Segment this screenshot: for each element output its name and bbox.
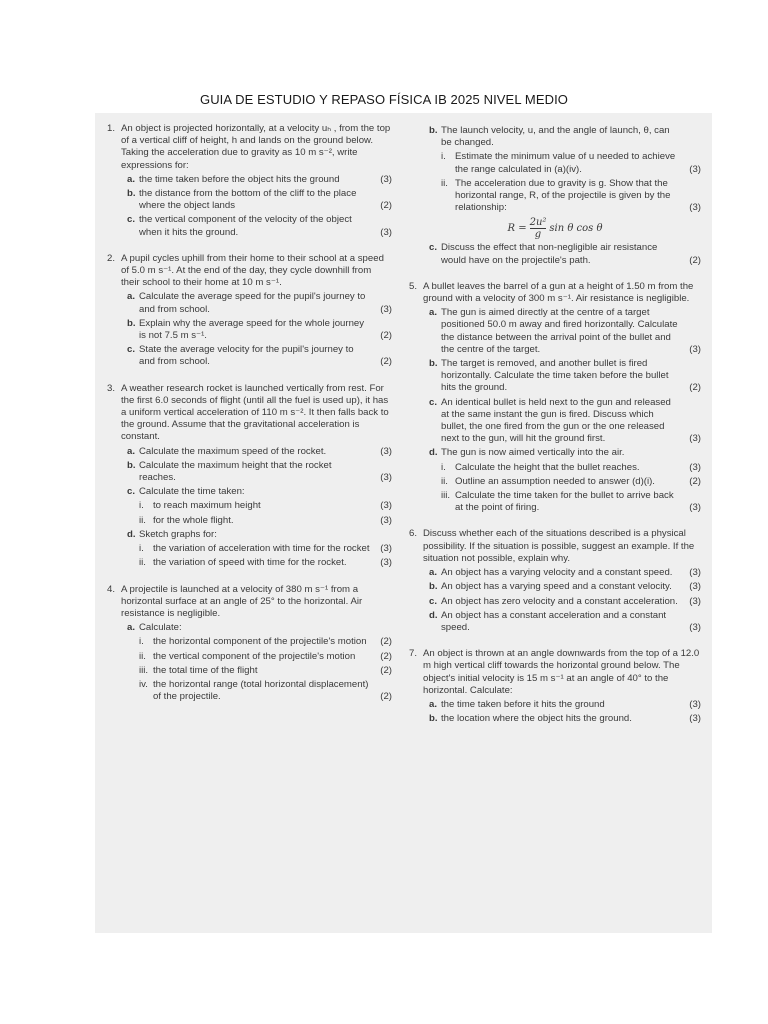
part-label: b. [429, 125, 438, 136]
part-item [409, 358, 701, 395]
part-item [409, 596, 701, 608]
marks-badge: (3) [689, 461, 701, 473]
question-stem: A weather research rocket is launched vertically from rest. For the first 6.0 seconds of flight (until all the fuel is used up), it has a uniform vertical acceleration of 110 m s⁻². It then falls back to the ground. Assume that the gravitational acceleration is constant. [121, 382, 389, 443]
part-text: for the whole flight. [153, 514, 234, 526]
part-label: c. [127, 214, 136, 226]
part-item [107, 174, 392, 186]
question-right-cont [409, 125, 701, 267]
question-number: 3. [107, 382, 116, 394]
part-label: b. [127, 459, 136, 471]
part-item [409, 567, 701, 579]
part-label: a. [127, 622, 136, 634]
part-label: a. [127, 445, 136, 457]
question-number: 6. [409, 528, 418, 540]
part-text: The acceleration due to gravity is g. Show that the horizontal range, R, of the projectile is given by the relationship: [455, 177, 671, 214]
part-label: a. [429, 567, 438, 579]
question-6 [409, 528, 701, 634]
part-text: the distance from the bottom of the cliff to the place where the object lands [139, 188, 357, 212]
part-text: the vertical component of the velocity of the object when it hits the ground. [139, 214, 352, 238]
marks-badge: (3) [689, 163, 701, 175]
part-label: b. [429, 713, 438, 725]
part-label: i. [441, 461, 446, 473]
marks-badge: (3) [380, 543, 392, 555]
part-text: the location where the object hits the ground. [441, 713, 632, 725]
part-text: the vertical component of the projectile's motion [153, 650, 356, 662]
part-text: An object has a varying velocity and a constant speed. [441, 567, 673, 579]
formula-numerator: 2u² [529, 217, 547, 229]
formula [409, 217, 701, 240]
part-label: i. [139, 636, 144, 648]
worksheet [95, 113, 712, 933]
part-item [409, 307, 701, 356]
question-number: 1. [107, 123, 116, 134]
part-label: iii. [139, 664, 149, 676]
part-text: The launch velocity, u, and the angle of launch, θ, can be changed. [441, 125, 670, 149]
part-label: c. [429, 595, 438, 607]
part-item [409, 610, 701, 634]
part-label: i. [139, 500, 144, 512]
marks-badge: (3) [689, 713, 701, 725]
marks-badge: (3) [689, 502, 701, 514]
part-text: Calculate the time taken: [139, 486, 245, 498]
marks-badge: (3) [380, 557, 392, 569]
part-label: i. [139, 543, 144, 555]
formula-rhs: sin θ cos θ [549, 223, 603, 235]
part-label: c. [429, 242, 438, 254]
marks-badge: (2) [689, 382, 701, 394]
part-text: Calculate the height that the bullet reaches. [455, 461, 640, 473]
question-stem: An object is projected horizontally, at a velocity uₕ , from the top of a vertical cliff of height, h and lands on the ground below. Taking the acceleration due to gravity as 10 m s⁻², write expressions for: [121, 123, 391, 171]
page-title: GUIA DE ESTUDIO Y REPASO FÍSICA IB 2025 NIVEL MEDIO [199, 92, 568, 107]
part-text: Calculate the maximum height that the rocket reaches. [139, 459, 332, 484]
marks-badge: (3) [380, 303, 392, 315]
subpart-item [107, 636, 392, 648]
question-5 [409, 281, 701, 515]
question-2 [107, 253, 392, 369]
part-text: The gun is aimed directly at the centre of a target positioned 50.0 m away and fired horizontally. Calculate the distance between the arrival point of the bullet and the centre of the target. [441, 307, 678, 355]
part-label: a. [429, 307, 438, 319]
part-text: An identical bullet is held next to the gun and released at the same instant the gun is fired. Discuss which bullet, the one fired from the gun or the one released next to the gun, will hit the ground first. [441, 396, 671, 445]
part-label: i. [441, 151, 446, 163]
question-stem: A projectile is launched at a velocity of 380 m s⁻¹ from a horizontal surface at an angle of 25° to the horizontal. Air resistance is negligible. [121, 583, 363, 619]
subpart-item [107, 651, 392, 663]
part-label: ii. [441, 177, 448, 189]
part-text: Calculate the average speed for the pupil's journey to and from school. [139, 291, 366, 315]
question-3 [107, 383, 392, 570]
part-label: b. [127, 317, 136, 329]
question-number: 5. [409, 280, 418, 292]
part-item [409, 447, 701, 459]
question-number: 4. [107, 583, 116, 595]
part-item [107, 344, 392, 368]
question-stem: A bullet leaves the barrel of a gun at a height of 1.50 m from the ground with a velocity of 300 m s⁻¹. Air resistance is negligible. [423, 280, 694, 305]
part-item [107, 446, 392, 458]
part-text: the variation of speed with time for the rocket. [153, 557, 347, 569]
part-text: Outline an assumption needed to answer (d)(i). [455, 475, 655, 487]
question-number: 7. [409, 648, 418, 660]
part-text: to reach maximum height [153, 500, 261, 512]
marks-badge: (2) [380, 200, 392, 212]
marks-badge: (2) [380, 691, 392, 703]
subpart-item [409, 462, 701, 474]
part-item [409, 581, 701, 593]
part-text: the total time of the flight [153, 664, 258, 676]
marks-badge: (3) [689, 567, 701, 579]
subpart-item [409, 151, 701, 175]
subpart-item [107, 543, 392, 555]
part-text: State the average velocity for the pupil's journey to and from school. [139, 344, 354, 368]
part-item [409, 125, 701, 149]
question-4 [107, 584, 392, 704]
question-7 [409, 648, 701, 725]
marks-badge: (3) [689, 621, 701, 633]
part-label: a. [127, 173, 136, 185]
part-text: An object has zero velocity and a constant acceleration. [441, 595, 678, 607]
subpart-item [107, 515, 392, 527]
marks-badge: (3) [380, 173, 392, 185]
part-item [107, 291, 392, 315]
subpart-item [409, 490, 701, 514]
part-text: The gun is now aimed vertically into the air. [441, 447, 625, 459]
part-text: the variation of acceleration with time for the rocket [153, 543, 370, 555]
subpart-item [107, 665, 392, 677]
part-label: c. [127, 486, 136, 498]
marks-badge: (3) [380, 514, 392, 526]
part-label: a. [429, 698, 438, 710]
part-text: The target is removed, and another bullet is fired horizontally. Calculate the time taken before the bullet hits the ground. [441, 358, 669, 394]
part-item [107, 318, 392, 342]
part-text: the time taken before it hits the ground [441, 698, 605, 710]
formula-fraction [530, 217, 547, 240]
marks-badge: (3) [689, 581, 701, 593]
part-label: b. [429, 581, 438, 593]
part-text: Explain why the average speed for the whole journey is not 7.5 m s⁻¹. [139, 317, 365, 342]
part-text: the horizontal range (total horizontal displacement) of the projectile. [153, 678, 369, 703]
marks-badge: (2) [380, 636, 392, 648]
marks-badge: (2) [380, 650, 392, 662]
marks-badge: (2) [380, 664, 392, 676]
part-item [107, 214, 392, 238]
part-label: iv. [139, 678, 148, 690]
part-label: d. [429, 609, 438, 621]
question-stem: Discuss whether each of the situations described is a physical possibility. If the situation is possible, suggest an example. If the situation not possible, explain why. [423, 528, 695, 564]
part-label: ii. [139, 514, 146, 526]
part-item [409, 397, 701, 446]
left-column [107, 123, 392, 717]
part-label: a. [127, 291, 136, 303]
subpart-item [107, 679, 392, 703]
part-item [107, 486, 392, 498]
subpart-item [107, 557, 392, 569]
marks-badge: (2) [380, 330, 392, 342]
part-label: iii. [441, 490, 451, 502]
marks-badge: (2) [689, 475, 701, 487]
formula-lhs: R = [507, 223, 527, 235]
marks-badge: (3) [689, 433, 701, 445]
part-text: Estimate the minimum value of u needed to achieve the range calculated in (a)(iv). [455, 151, 676, 175]
part-label: c. [127, 344, 136, 356]
subpart-item [409, 476, 701, 488]
marks-badge: (3) [689, 595, 701, 607]
subpart-item [107, 500, 392, 512]
marks-badge: (2) [380, 356, 392, 368]
marks-badge: (3) [380, 472, 392, 484]
subpart-item [409, 178, 701, 215]
question-stem: An object is thrown at an angle downwards from the top of a 12.0 m high vertical cliff towards the horizontal ground below. The object's initial velocity is 15 m s⁻¹ at an angle of 40° to the horizontal. Calculate: [423, 648, 700, 696]
marks-badge: (2) [689, 254, 701, 266]
part-item [409, 713, 701, 725]
part-item [107, 460, 392, 484]
part-label: ii. [139, 557, 146, 569]
marks-badge: (3) [689, 343, 701, 355]
formula-denominator: g [534, 229, 542, 241]
part-item [409, 242, 701, 266]
part-text: Calculate the time taken for the bullet to arrive back at the point of firing. [455, 490, 674, 514]
part-text: Discuss the effect that non-negligible air resistance would have on the projectile's path. [441, 242, 658, 266]
marks-badge: (3) [380, 226, 392, 238]
part-label: c. [429, 396, 438, 408]
part-label: b. [127, 188, 136, 200]
marks-badge: (3) [380, 500, 392, 512]
part-label: d. [127, 528, 136, 540]
part-text: Calculate: [139, 622, 182, 634]
part-item [107, 622, 392, 634]
right-column [409, 123, 701, 739]
part-label: b. [429, 358, 438, 370]
marks-badge: (3) [689, 202, 701, 214]
part-text: An object has a constant acceleration and a constant speed. [441, 609, 667, 633]
part-text: Calculate the maximum speed of the rocket. [139, 445, 327, 457]
part-item [409, 699, 701, 711]
question-1 [107, 123, 392, 239]
part-label: ii. [441, 475, 448, 487]
question-stem: A pupil cycles uphill from their home to their school at a speed of 5.0 m s⁻¹. At the end of the day, they cycle downhill from their school to their home at 10 m s⁻¹. [121, 252, 384, 289]
part-item [107, 529, 392, 541]
part-text: Sketch graphs for: [139, 528, 217, 540]
part-label: ii. [139, 650, 146, 662]
marks-badge: (3) [689, 698, 701, 710]
part-label: d. [429, 447, 438, 459]
question-number: 2. [107, 252, 116, 264]
part-text: the time taken before the object hits the ground [139, 173, 340, 185]
part-text: the horizontal component of the projectile's motion [153, 636, 367, 648]
part-item [107, 188, 392, 212]
marks-badge: (3) [380, 445, 392, 457]
part-text: An object has a varying speed and a constant velocity. [441, 581, 672, 593]
